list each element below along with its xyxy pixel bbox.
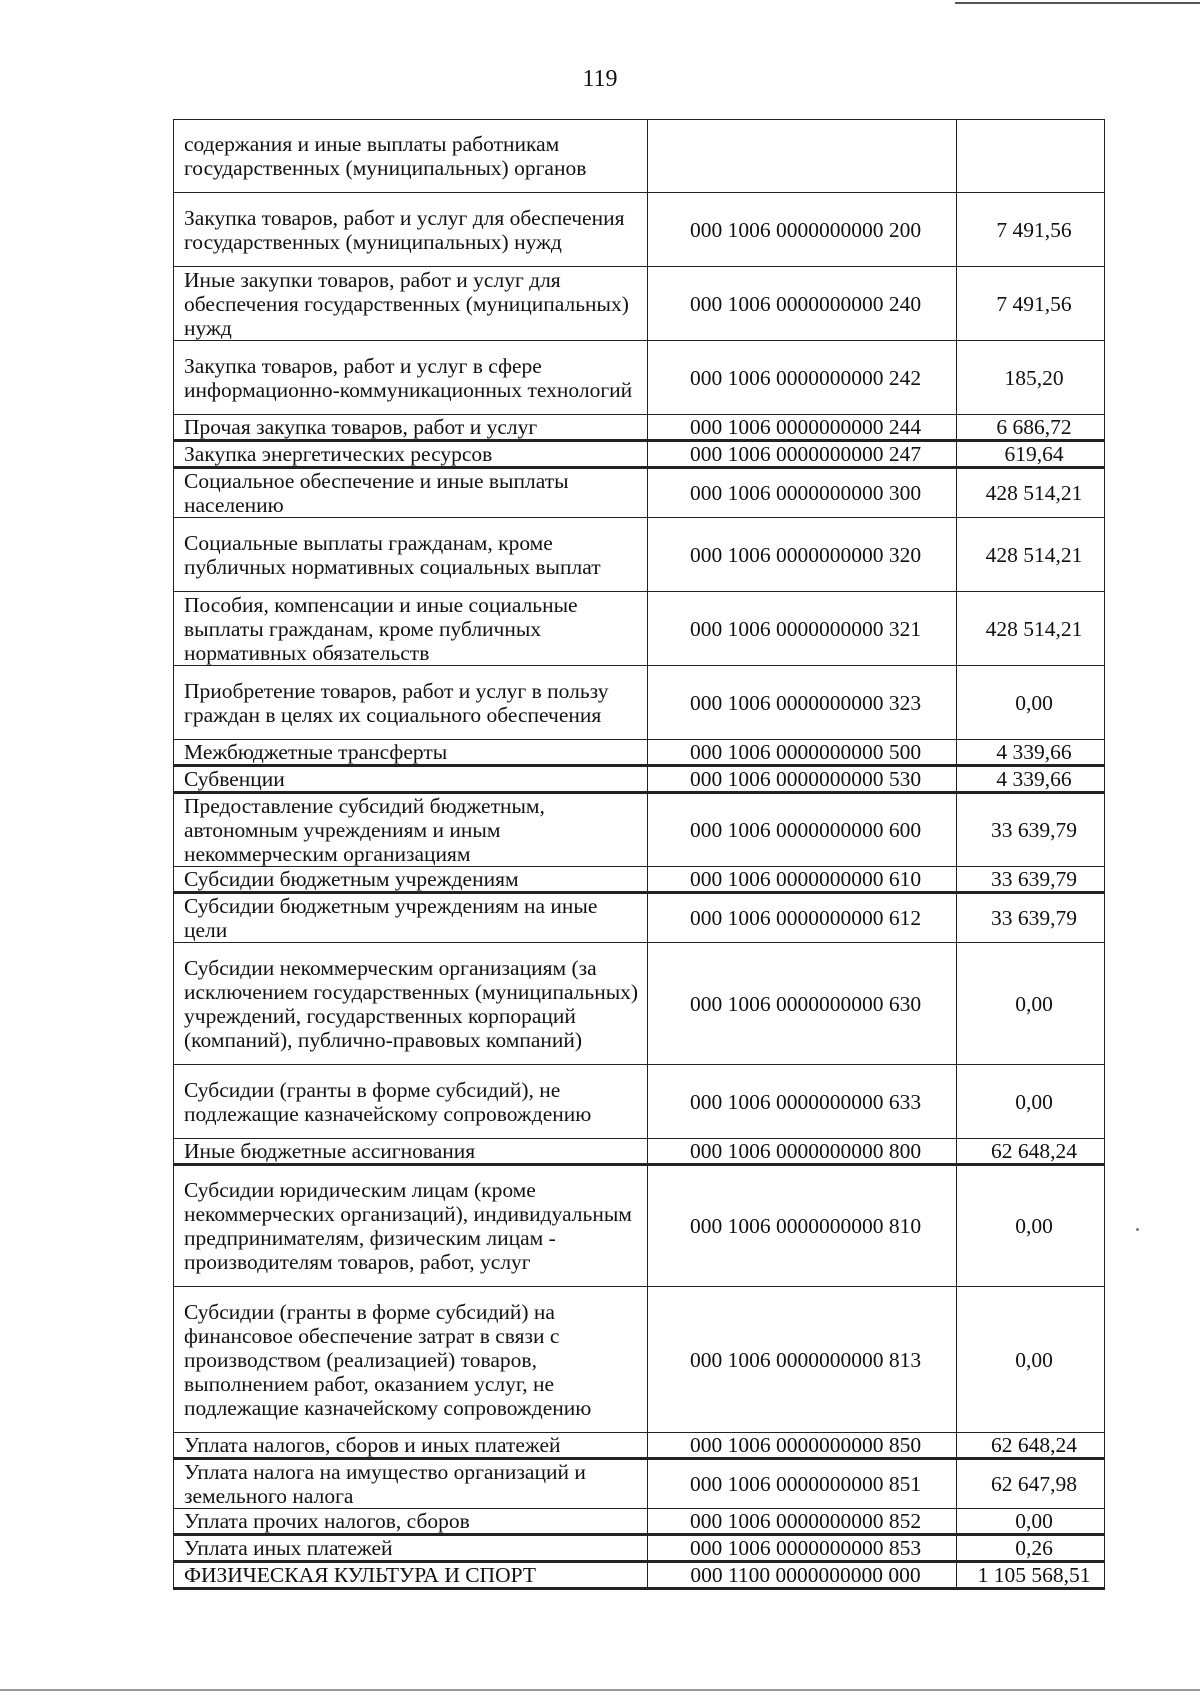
table-row — [174, 120, 1105, 193]
row-amount-cell: 62 648,24 — [957, 1433, 1105, 1459]
row-amount-cell: 0,00 — [957, 1287, 1105, 1433]
row-name-cell: ФИЗИЧЕСКАЯ КУЛЬТУРА И СПОРТ — [174, 1562, 648, 1589]
row-amount-cell: 428 514,21 — [957, 592, 1105, 666]
budget-table — [173, 119, 1105, 1590]
row-name-cell: Субсидии бюджетным учреждениям на иные цели — [174, 893, 648, 943]
row-name-cell: содержания и иные выплаты работникам государственных (муниципальных) органов — [174, 120, 648, 193]
row-code-cell: 000 1006 0000000000 300 — [648, 468, 957, 518]
table-row — [174, 267, 1105, 341]
row-code-cell: 000 1006 0000000000 853 — [648, 1535, 957, 1562]
table-row — [174, 1139, 1105, 1165]
row-amount-cell: 62 647,98 — [957, 1459, 1105, 1509]
table-row — [174, 867, 1105, 893]
row-code-cell: 000 1006 0000000000 800 — [648, 1139, 957, 1165]
row-name-cell: Субсидии юридическим лицам (кроме некоммерческих организаций), индивидуальным предпринимателям, физическим лицам - производителям товаров, работ, услуг — [174, 1165, 648, 1287]
row-code-cell: 000 1006 0000000000 630 — [648, 943, 957, 1065]
row-name-cell: Прочая закупка товаров, работ и услуг — [174, 415, 648, 441]
row-name-cell: Социальное обеспечение и иные выплаты населению — [174, 468, 648, 518]
row-name-cell: Уплата иных платежей — [174, 1535, 648, 1562]
row-name-cell: Закупка энергетических ресурсов — [174, 441, 648, 468]
row-code-cell: 000 1006 0000000000 851 — [648, 1459, 957, 1509]
row-amount-cell: 0,00 — [957, 1165, 1105, 1287]
row-code-cell: 000 1006 0000000000 600 — [648, 793, 957, 867]
row-amount-cell: 4 339,66 — [957, 766, 1105, 793]
budget-table-body — [174, 120, 1105, 1589]
row-amount-cell: 7 491,56 — [957, 267, 1105, 341]
table-row — [174, 1287, 1105, 1433]
row-name-cell: Пособия, компенсации и иные социальные выплаты гражданам, кроме публичных нормативных обязательств — [174, 592, 648, 666]
row-name-cell: Субсидии бюджетным учреждениям — [174, 867, 648, 893]
table-row — [174, 1433, 1105, 1459]
row-name-cell: Субсидии (гранты в форме субсидий), не подлежащие казначейскому сопровождению — [174, 1065, 648, 1139]
row-name-cell: Субсидии некоммерческим организациям (за исключением государственных (муниципальных) учреждений, государственных корпораций (компаний), публично-правовых компаний) — [174, 943, 648, 1065]
row-code-cell: 000 1006 0000000000 612 — [648, 893, 957, 943]
table-row — [174, 415, 1105, 441]
row-amount-cell: 619,64 — [957, 441, 1105, 468]
row-amount-cell: 33 639,79 — [957, 793, 1105, 867]
row-name-cell: Приобретение товаров, работ и услуг в пользу граждан в целях их социального обеспечения — [174, 666, 648, 740]
table-row — [174, 666, 1105, 740]
row-code-cell: 000 1006 0000000000 323 — [648, 666, 957, 740]
row-amount-cell: 428 514,21 — [957, 468, 1105, 518]
row-code-cell: 000 1006 0000000000 320 — [648, 518, 957, 592]
table-row — [174, 1535, 1105, 1562]
table-row — [174, 193, 1105, 267]
table-row — [174, 441, 1105, 468]
row-name-cell: Закупка товаров, работ и услуг для обеспечения государственных (муниципальных) нужд — [174, 193, 648, 267]
row-amount-cell: 185,20 — [957, 341, 1105, 415]
row-amount-cell: 33 639,79 — [957, 893, 1105, 943]
row-code-cell: 000 1006 0000000000 813 — [648, 1287, 957, 1433]
row-code-cell: 000 1006 0000000000 610 — [648, 867, 957, 893]
row-code-cell: 000 1006 0000000000 247 — [648, 441, 957, 468]
table-row — [174, 1459, 1105, 1509]
row-code-cell: 000 1006 0000000000 810 — [648, 1165, 957, 1287]
table-row — [174, 341, 1105, 415]
row-name-cell: Предоставление субсидий бюджетным, автономным учреждениям и иным некоммерческим организациям — [174, 793, 648, 867]
row-name-cell: Межбюджетные трансферты — [174, 740, 648, 766]
table-row — [174, 793, 1105, 867]
row-code-cell: 000 1006 0000000000 321 — [648, 592, 957, 666]
row-amount-cell: 0,00 — [957, 1065, 1105, 1139]
row-amount-cell: 62 648,24 — [957, 1139, 1105, 1165]
row-name-cell: Субсидии (гранты в форме субсидий) на финансовое обеспечение затрат в связи с производством (реализацией) товаров, выполнением работ, оказанием услуг, не подлежащие казначейскому сопровождению — [174, 1287, 648, 1433]
row-code-cell: 000 1006 0000000000 852 — [648, 1509, 957, 1535]
row-name-cell: Иные закупки товаров, работ и услуг для обеспечения государственных (муниципальных) нужд — [174, 267, 648, 341]
row-code-cell: 000 1006 0000000000 633 — [648, 1065, 957, 1139]
row-amount-cell: 7 491,56 — [957, 193, 1105, 267]
row-amount-cell — [957, 120, 1105, 193]
row-amount-cell: 33 639,79 — [957, 867, 1105, 893]
scan-edge-line — [955, 2, 1200, 4]
table-row — [174, 1065, 1105, 1139]
row-amount-cell: 0,26 — [957, 1535, 1105, 1562]
table-row — [174, 1165, 1105, 1287]
row-name-cell: Иные бюджетные ассигнования — [174, 1139, 648, 1165]
row-code-cell: 000 1006 0000000000 242 — [648, 341, 957, 415]
row-code-cell: 000 1006 0000000000 244 — [648, 415, 957, 441]
row-name-cell: Уплата налога на имущество организаций и земельного налога — [174, 1459, 648, 1509]
scan-speck — [1136, 1228, 1139, 1231]
row-code-cell: 000 1006 0000000000 850 — [648, 1433, 957, 1459]
row-code-cell: 000 1006 0000000000 240 — [648, 267, 957, 341]
row-amount-cell: 428 514,21 — [957, 518, 1105, 592]
table-row — [174, 1509, 1105, 1535]
row-code-cell: 000 1006 0000000000 530 — [648, 766, 957, 793]
table-row — [174, 592, 1105, 666]
row-name-cell: Уплата налогов, сборов и иных платежей — [174, 1433, 648, 1459]
table-row — [174, 893, 1105, 943]
table-row — [174, 468, 1105, 518]
table-row — [174, 740, 1105, 766]
row-amount-cell: 4 339,66 — [957, 740, 1105, 766]
row-amount-cell: 1 105 568,51 — [957, 1562, 1105, 1589]
row-code-cell: 000 1006 0000000000 200 — [648, 193, 957, 267]
row-name-cell: Субвенции — [174, 766, 648, 793]
row-name-cell: Закупка товаров, работ и услуг в сфере информационно-коммуникационных технологий — [174, 341, 648, 415]
table-row — [174, 943, 1105, 1065]
row-amount-cell: 0,00 — [957, 666, 1105, 740]
table-row — [174, 1562, 1105, 1589]
row-code-cell — [648, 120, 957, 193]
table-row — [174, 766, 1105, 793]
row-amount-cell: 0,00 — [957, 943, 1105, 1065]
row-amount-cell: 0,00 — [957, 1509, 1105, 1535]
row-name-cell: Уплата прочих налогов, сборов — [174, 1509, 648, 1535]
row-code-cell: 000 1100 0000000000 000 — [648, 1562, 957, 1589]
row-code-cell: 000 1006 0000000000 500 — [648, 740, 957, 766]
row-name-cell: Социальные выплаты гражданам, кроме публичных нормативных социальных выплат — [174, 518, 648, 592]
scan-bottom-line — [0, 1689, 1200, 1691]
row-amount-cell: 6 686,72 — [957, 415, 1105, 441]
table-row — [174, 518, 1105, 592]
page-number: 119 — [582, 66, 618, 92]
